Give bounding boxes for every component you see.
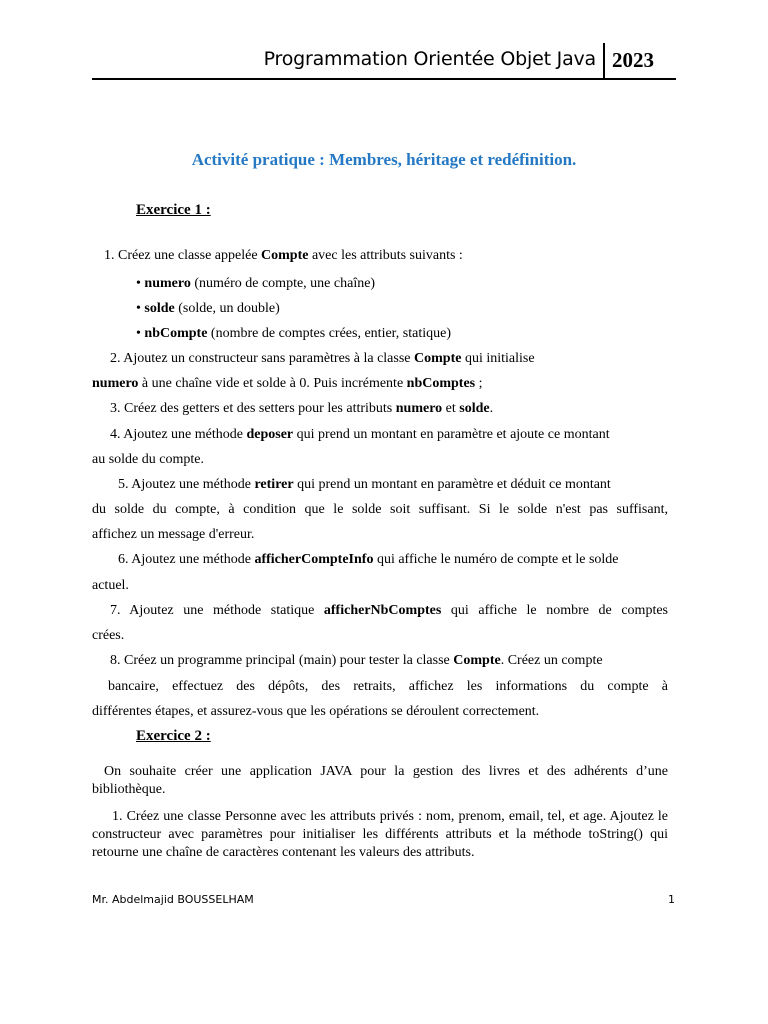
ex2-item-1: 1. Créez une classe Personne avec les attributs privés : nom, prenom, email, tel, et age. Ajoutez le constructeur avec paramètres pour initialiser les différents attributs et la méthode toString() qui retourne une chaîne de caractères contenant les valeurs des attributs. <box>92 809 668 860</box>
ex1-item-4-line-2: au solde du compte. <box>92 452 204 467</box>
ex1-item-5-line-1: 5. Ajoutez une méthode retirer qui prend un montant en paramètre et déduit ce montant <box>118 477 611 492</box>
ex1-bullet-numero: • numero (numéro de compte, une chaîne) <box>136 276 376 291</box>
ex1-item-2-line-2: numero à une chaîne vide et solde à 0. Puis incrémente nbComptes ; <box>92 376 483 391</box>
page-number: 1 <box>668 893 675 906</box>
ex1-item-5-line-3: affichez un message d'erreur. <box>92 527 255 542</box>
ex1-item-8-line-2: bancaire, effectuez des dépôts, des retraits, affichez les informations du compte à <box>108 679 668 694</box>
ex1-item-5-line-2: du solde du compte, à condition que le solde soit suffisant. Si le solde n'est pas suffisant, <box>92 502 668 517</box>
page-header <box>92 40 676 80</box>
exercice-1-title: Exercice 1 : <box>136 202 211 218</box>
exercice-2-title: Exercice 2 : <box>136 728 211 744</box>
ex2-intro: On souhaite créer une application JAVA pour la gestion des livres et des adhérents d’une bibliothèque. <box>92 764 668 797</box>
ex1-item-6-line-1: 6. Ajoutez une méthode afficherCompteInfo qui affiche le numéro de compte et le solde <box>118 552 619 567</box>
ex1-bullet-solde: • solde (solde, un double) <box>136 301 280 316</box>
ex1-item-4-line-1: 4. Ajoutez une méthode deposer qui prend un montant en paramètre et ajoute ce montant <box>110 427 610 442</box>
footer-author: Mr. Abdelmajid BOUSSELHAM <box>92 893 254 906</box>
header-title: Programmation Orientée Objet Java <box>263 48 596 70</box>
header-separator <box>603 43 605 79</box>
ex1-item-1: 1. Créez une classe appelée Compte avec les attributs suivants : <box>104 248 463 263</box>
ex1-item-8-line-1: 8. Créez un programme principal (main) pour tester la classe Compte. Créez un compte <box>110 653 603 668</box>
ex1-item-7-line-2: crées. <box>92 628 125 643</box>
ex1-item-2-line-1: 2. Ajoutez un constructeur sans paramètres à la classe Compte qui initialise <box>110 351 535 366</box>
ex1-item-3: 3. Créez des getters et des setters pour les attributs numero et solde. <box>110 401 494 416</box>
ex1-item-8-line-3: différentes étapes, et assurez-vous que les opérations se déroulent correctement. <box>92 704 540 719</box>
header-year: 2023 <box>612 48 654 72</box>
ex1-item-6-line-2: actuel. <box>92 578 129 593</box>
ex1-item-7-line-1: 7. Ajoutez une méthode statique afficherNbComptes qui affiche le nombre de comptes <box>110 603 668 618</box>
activity-title: Activité pratique : Membres, héritage et redéfinition. <box>191 150 577 169</box>
ex1-bullet-nbcompte: • nbCompte (nombre de comptes crées, entier, statique) <box>136 326 451 341</box>
